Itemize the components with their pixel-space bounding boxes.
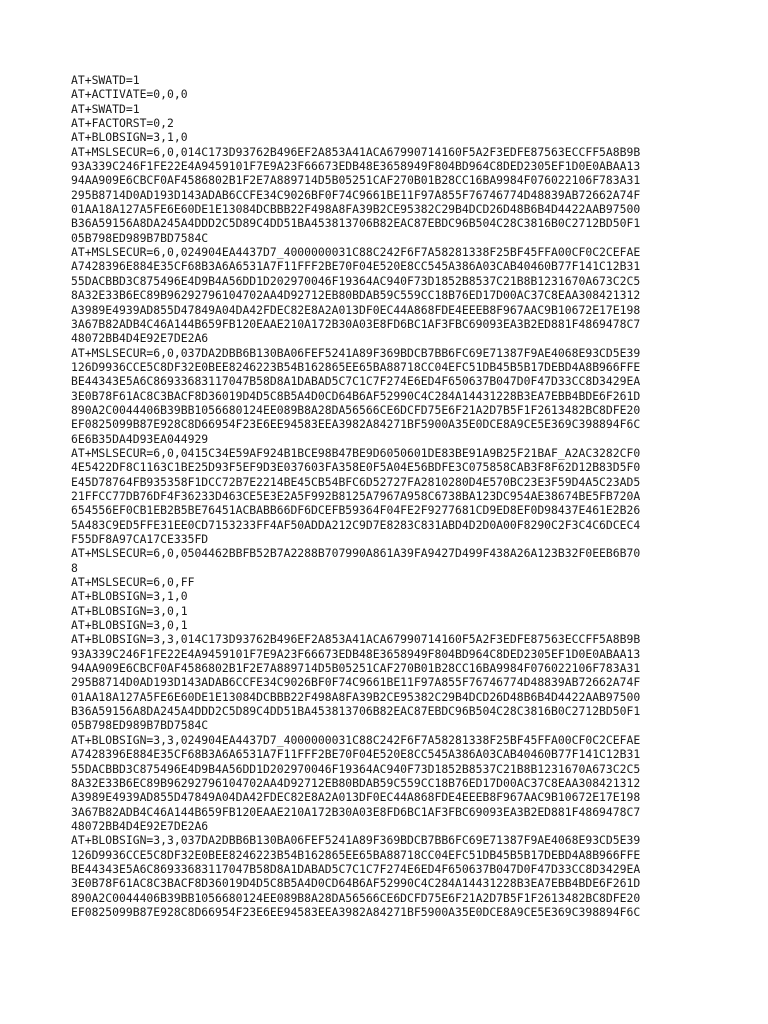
text-line: AT+ACTIVATE=0,0,0: [71, 87, 188, 102]
text-line: 3A67B82ADB4C46A144B659FB120EAAE210A172B30A03E8FD6BC1AF3FBC69093EA3B2ED881F4869478C7: [71, 804, 641, 819]
text-line: A7428396E884E35CF68B3A6A6531A7F11FFF2BE70F04E520E8CC545A386A03CAB40460B77F141C12B31: [71, 259, 641, 274]
text-line: 93A339C246F1FE22E4A9459101F7E9A23F66673EDB48E3658949F804BD964C8DED2305EF1D0E0ABAA13: [71, 646, 641, 661]
text-line: AT+BLOBSIGN=3,0,1: [71, 603, 188, 618]
text-line: 94AA909E6CBCF0AF4586802B1F2E7A889714D5B05251CAF270B01B28CC16BA9984F076022106F783A31: [71, 173, 641, 188]
text-line: 3E0B78F61AC8C3BACF8D36019D4D5C8B5A4D0CD64B6AF52990C4C284A14431228B3EA7EBB4BDE6F261D: [71, 876, 641, 891]
text-line: AT+MSLSECUR=6,0,037DA2DBB6B130BA06FEF5241A89F369BDCB7BB6FC69E71387F9AE4068E93CD5E39: [71, 345, 641, 360]
text-line: AT+MSLSECUR=6,0,014C173D93762B496EF2A853A41ACA67990714160F5A2F3EDFE87563ECCFF5A8B9B: [71, 144, 641, 159]
text-line: 01AA18A127A5FE6E60DE1E13084DCBBB22F498A8FA39B2CE95382C29B4DCD26D48B6B4D4422AAB97500: [71, 202, 641, 217]
text-line: BE44343E5A6C86933683117047B58D8A1DABAD5C7C1C7F274E6ED4F650637B047D0F47D33CC8D3429EA: [71, 861, 641, 876]
text-line: 6E6B35DA4D93EA044929: [71, 431, 209, 446]
text-line: 93A339C246F1FE22E4A9459101F7E9A23F66673EDB48E3658949F804BD964C8DED2305EF1D0E0ABAA13: [71, 159, 641, 174]
text-line: 890A2C0044406B39BB1056680124EE089B8A28DA56566CE6DCFD75E6F21A2D7B5F1F2613482BC8DFE20: [71, 402, 641, 417]
text-line: AT+MSLSECUR=6,0,0415C34E59AF924B1BCE98B47BE9D6050601DE83BE91A9B25F21BAF_A2AC3282CF0: [71, 445, 641, 460]
text-line: BE44343E5A6C86933683117047B58D8A1DABAD5C7C1C7F274E6ED4F650637B047D0F47D33CC8D3429EA: [71, 374, 641, 389]
text-line: 01AA18A127A5FE6E60DE1E13084DCBBB22F498A8FA39B2CE95382C29B4DCD26D48B6B4D4422AAB97500: [71, 689, 641, 704]
text-line: B36A59156A8DA245A4DDD2C5D89C4DD51BA453813706B82EAC87EBDC96B504C28C3816B0C2712BD50F1: [71, 704, 641, 719]
text-line: 295B8714D0AD193D143ADAB6CCFE34C9026BF0F74C9661BE11F97A855F76746774D48839AB72662A74F: [71, 675, 641, 690]
text-line: A7428396E884E35CF68B3A6A6531A7F11FFF2BE70F04E520E8CC545A386A03CAB40460B77F141C12B31: [71, 747, 641, 762]
text-line: E45D78764FB935358F1DCC72B7E2214BE45CB54BFC6D52727FA2810280D4E570BC23E3F59D4A5C23AD5: [71, 474, 641, 489]
text-line: AT+FACTORST=0,2: [71, 116, 174, 131]
text-line: EF0825099B87E928C8D66954F23E6EE94583EEA3982A84271BF5900A35E0DCE8A9CE5E369C398894F6C: [71, 417, 641, 432]
text-line: 126D9936CCE5C8DF32E0BEE8246223B54B162865EE65BA88718CC04EFC51DB45B5B17DEBD4A8B966FFE: [71, 359, 641, 374]
text-line: 890A2C0044406B39BB1056680124EE089B8A28DA56566CE6DCFD75E6F21A2D7B5F1F2613482BC8DFE20: [71, 890, 641, 905]
text-line: 05B798ED989B7BD7584C: [71, 230, 209, 245]
text-line: 295B8714D0AD193D143ADAB6CCFE34C9026BF0F74C9661BE11F97A855F76746774D48839AB72662A74F: [71, 187, 641, 202]
text-line: 55DACBBD3C875496E4D9B4A56DD1D202970046F19364AC940F73D1852B8537C21B8B1231670A673C2C5: [71, 761, 641, 776]
text-line: AT+MSLSECUR=6,0,024904EA4437D7_4000000031C88C242F6F7A58281338F25BF45FFA00CF0C2CEFAE: [71, 245, 641, 260]
text-line: EF0825099B87E928C8D66954F23E6EE94583EEA3982A84271BF5900A35E0DCE8A9CE5E369C398894F6C: [71, 904, 641, 919]
text-line: 8A32E33B6EC89B96292796104702AA4D92712EB80BDAB59C559CC18B76ED17D00AC37C8EAA308421312: [71, 775, 641, 790]
text-line: AT+BLOBSIGN=3,3,037DA2DBB6B130BA06FEF5241A89F369BDCB7BB6FC69E71387F9AE4068E93CD5E39: [71, 833, 641, 848]
text-line: 654556EF0CB1EB2B5BE76451ACBABB66DF6DCEFB59364F04FE2F9277681CD9ED8EF0D98437E461E2B26: [71, 503, 641, 518]
text-line: AT+SWATD=1: [71, 101, 140, 116]
text-line: 8A32E33B6EC89B96292796104702AA4D92712EB80BDAB59C559CC18B76ED17D00AC37C8EAA308421312: [71, 288, 641, 303]
text-line: F55DF8A97CA17CE335FD: [71, 532, 209, 546]
text-line: 55DACBBD3C875496E4D9B4A56DD1D202970046F19364AC940F73D1852B8537C21B8B1231670A673C2C5: [71, 273, 641, 288]
text-line: 126D9936CCE5C8DF32E0BEE8246223B54B162865EE65BA88718CC04EFC51DB45B5B17DEBD4A8B966FFE: [71, 847, 641, 862]
text-line: 3A67B82ADB4C46A144B659FB120EAAE210A172B30A03E8FD6BC1AF3FBC69093EA3B2ED881F4869478C7: [71, 316, 641, 331]
text-line: A3989E4939AD855D47849A04DA42FDEC82E8A2A013DF0EC44A868FDE4EEEB8F967AAC9B10672E17E198: [71, 790, 641, 805]
text-line: AT+BLOBSIGN=3,3,024904EA4437D7_4000000031C88C242F6F7A58281338F25BF45FFA00CF0C2CEFAE: [71, 732, 641, 747]
text-line: B36A59156A8DA245A4DDD2C5D89C4DD51BA453813706B82EAC87EBDC96B504C28C3816B0C2712BD50F1: [71, 216, 641, 231]
text-line: AT+BLOBSIGN=3,3,014C173D93762B496EF2A853A41ACA67990714160F5A2F3EDFE87563ECCFF5A8B9B: [71, 632, 641, 647]
text-line: AT+MSLSECUR=6,0,FF: [71, 575, 195, 590]
text-line: AT+BLOBSIGN=3,1,0: [71, 589, 188, 604]
text-line: 8: [71, 560, 78, 575]
text-line: 48072BB4D4E92E7DE2A6: [71, 331, 209, 346]
text-line: 21FFCC77DB76DF4F36233D463CE5E3E2A5F992B8125A7967A958C6738BA123DC954AE38674BE5FB720A: [71, 488, 641, 503]
text-line: 4E5422DF8C1163C1BE25D93F5EF9D3E037603FA358E0F5A04E56BDFE3C075858CAB3F8F62D12B83D5F0: [71, 460, 641, 475]
text-line: AT+BLOBSIGN=3,0,1: [71, 618, 188, 633]
text-line: 48072BB4D4E92E7DE2A6: [71, 818, 209, 833]
text-line: 94AA909E6CBCF0AF4586802B1F2E7A889714D5B05251CAF270B01B28CC16BA9984F076022106F783A31: [71, 661, 641, 676]
document-page: [71, 73, 701, 919]
text-line: AT+SWATD=1: [71, 73, 140, 87]
text-line: A3989E4939AD855D47849A04DA42FDEC82E8A2A013DF0EC44A868FDE4EEEB8F967AAC9B10672E17E198: [71, 302, 641, 317]
text-line: AT+BLOBSIGN=3,1,0: [71, 130, 188, 145]
text-line: 3E0B78F61AC8C3BACF8D36019D4D5C8B5A4D0CD64B6AF52990C4C284A14431228B3EA7EBB4BDE6F261D: [71, 388, 641, 403]
text-line: 5A483C9ED5FFE31EE0CD7153233FF4AF50ADDA212C9D7E8283C831ABD4D2D0A00F8290C2F3C4C6DCEC4: [71, 517, 641, 532]
text-line: 05B798ED989B7BD7584C: [71, 718, 209, 733]
text-line: AT+MSLSECUR=6,0,0504462BBFB52B7A2288B707990A861A39FA9427D499F438A26A123B32F0EEB6B70: [71, 546, 641, 561]
